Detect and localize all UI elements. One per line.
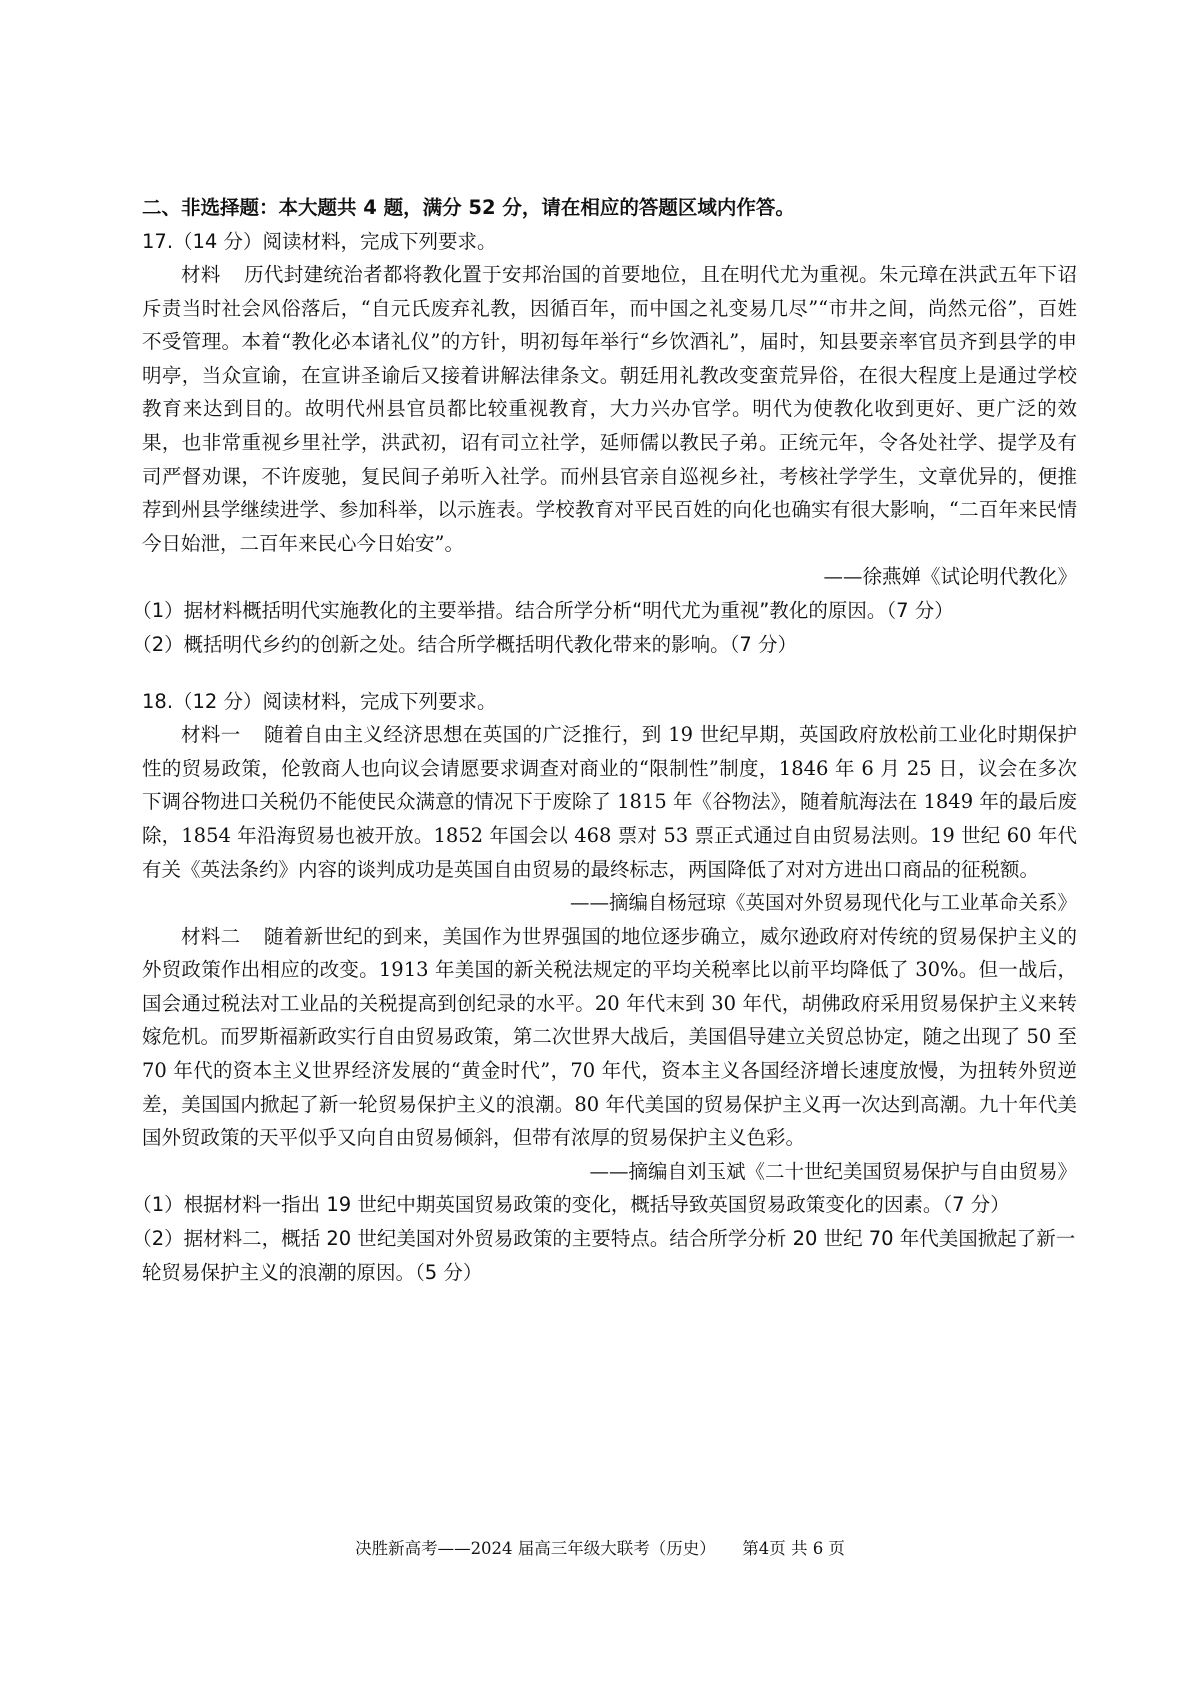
material-label: 材料 — [181, 263, 221, 286]
footer-page-number: 第4页 共 6 页 — [742, 1539, 845, 1558]
material-1-label: 材料一 — [181, 723, 241, 747]
footer-exam-title: 决胜新高考——2024 届高三年级大联考（历史） — [355, 1539, 716, 1558]
question-17-sub-1: （1）据材料概括明代实施教化的主要举措。结合所学分析“明代尤为重视”教化的原因。（7 分） — [132, 598, 954, 622]
question-17-sub-2: （2）概括明代乡约的创新之处。结合所学概括明代教化带来的影响。（7 分） — [132, 632, 798, 656]
material-source: ——徐燕婵《试论明代教化》 — [823, 565, 1077, 589]
question-18-material-1 — [142, 718, 1077, 886]
question-17 — [132, 229, 1077, 661]
spacer — [142, 661, 1077, 689]
question-17-material — [142, 258, 1077, 560]
page-footer — [0, 1538, 1200, 1560]
question-18 — [132, 689, 1077, 1289]
question-17-title: 17.（14 分）阅读材料，完成下列要求。 — [142, 230, 497, 253]
material-2-text: 随着新世纪的到来，美国作为世界强国的地位逐步确立，威尔逊政府对传统的贸易保护主义的外贸政策作出相应的改变。1913 年美国的新关税法规定的平均关税率比以前平均降低了 30%。但一战后，国会通过税法对工业品的关税提高到创纪录的水平。20 年代末到 30 年代，胡佛政府采用贸易保护主义来转嫁危机。而罗斯福新政实行自由贸易政策，第二次世界大战后，美国倡导建立关贸总协定，随之出现了 50 至 70 年代的资本主义世界经济发展的“黄金时代”，70 年代，资本主义各国经济增长速度放慢，为扭转外贸逆差，美国国内掀起了新一轮贸易保护主义的浪潮。80 年代美国的贸易保护主义再一次达到高潮。九十年代美国外贸政策的天平似乎又向自由贸易倾斜，但带有浓厚的贸易保护主义色彩。 — [142, 924, 1077, 1150]
material-1-text: 随着自由主义经济思想在英国的广泛推行，到 19 世纪早期，英国政府放松前工业化时期保护性的贸易政策，伦敦商人也向议会请愿要求调查对商业的“限制性”制度，1846 年 6 月 25 日，议会在多次下调谷物进口关税仍不能使民众满意的情况下于废除了 1815 年《谷物法》，随着航海法在 1849 年的最后废除，1854 年沿海贸易也被开放。1852 年国会以 468 票对 53 票正式通过自由贸易法则。19 世纪 60 年代有关《英法条约》内容的谈判成功是英国自由贸易的最终标志，两国降低了对对方进出口商品的征税额。 — [142, 723, 1077, 881]
material-2-label: 材料二 — [181, 924, 241, 948]
question-18-material-2 — [142, 920, 1077, 1155]
question-18-sub-2: （2）据材料二，概括 20 世纪美国对外贸易政策的主要特点。结合所学分析 20 世纪 70 年代美国掀起了新一轮贸易保护主义的浪潮的原因。（5 分） — [132, 1227, 1076, 1284]
material-text: 历代封建统治者都将教化置于安邦治国的首要地位，且在明代尤为重视。朱元璋在洪武五年下诏斥责当时社会风俗落后，“自元氏废弃礼教，因循百年，而中国之礼变易几尽”“市井之间，尚然元俗”，百姓不受管理。本着“教化必本诸礼仪”的方针，明初每年举行“乡饮酒礼”，届时，知县要亲率官员齐到县学的申明亭，当众宣谕，在宣讲圣谕后又接着讲解法律条文。朝廷用礼教改变蛮荒异俗，在很大程度上是通过学校教育来达到目的。故明代州县官员都比较重视教育，大力兴办官学。明代为使教化收到更好、更广泛的效果，也非常重视乡里社学，洪武初，诏有司立社学，延师儒以教民子弟。正统元年，令各处社学、提学及有司严督劝课，不许废驰，复民间子弟听入社学。而州县官亲自巡视乡社，考核社学学生，文章优异的，便推荐到州县学继续进学、参加科举，以示旌表。学校教育对平民百姓的向化也确实有很大影响，“二百年来民情今日始泄，二百年来民心今日始安”。 — [142, 263, 1077, 555]
material-1-source: ——摘编自杨冠琼《英国对外贸易现代化与工业革命关系》 — [569, 891, 1077, 915]
question-18-title: 18.（12 分）阅读材料，完成下列要求。 — [142, 690, 497, 714]
question-18-sub-1: （1）根据材料一指出 19 世纪中期英国贸易政策的变化，概括导致英国贸易政策变化的因素。（7 分） — [132, 1193, 1010, 1217]
exam-page — [132, 195, 1077, 1289]
material-2-source: ——摘编自刘玉斌《二十世纪美国贸易保护与自由贸易》 — [589, 1159, 1077, 1183]
section-heading: 二、非选择题：本大题共 4 题，满分 52 分，请在相应的答题区域内作答。 — [142, 196, 795, 219]
